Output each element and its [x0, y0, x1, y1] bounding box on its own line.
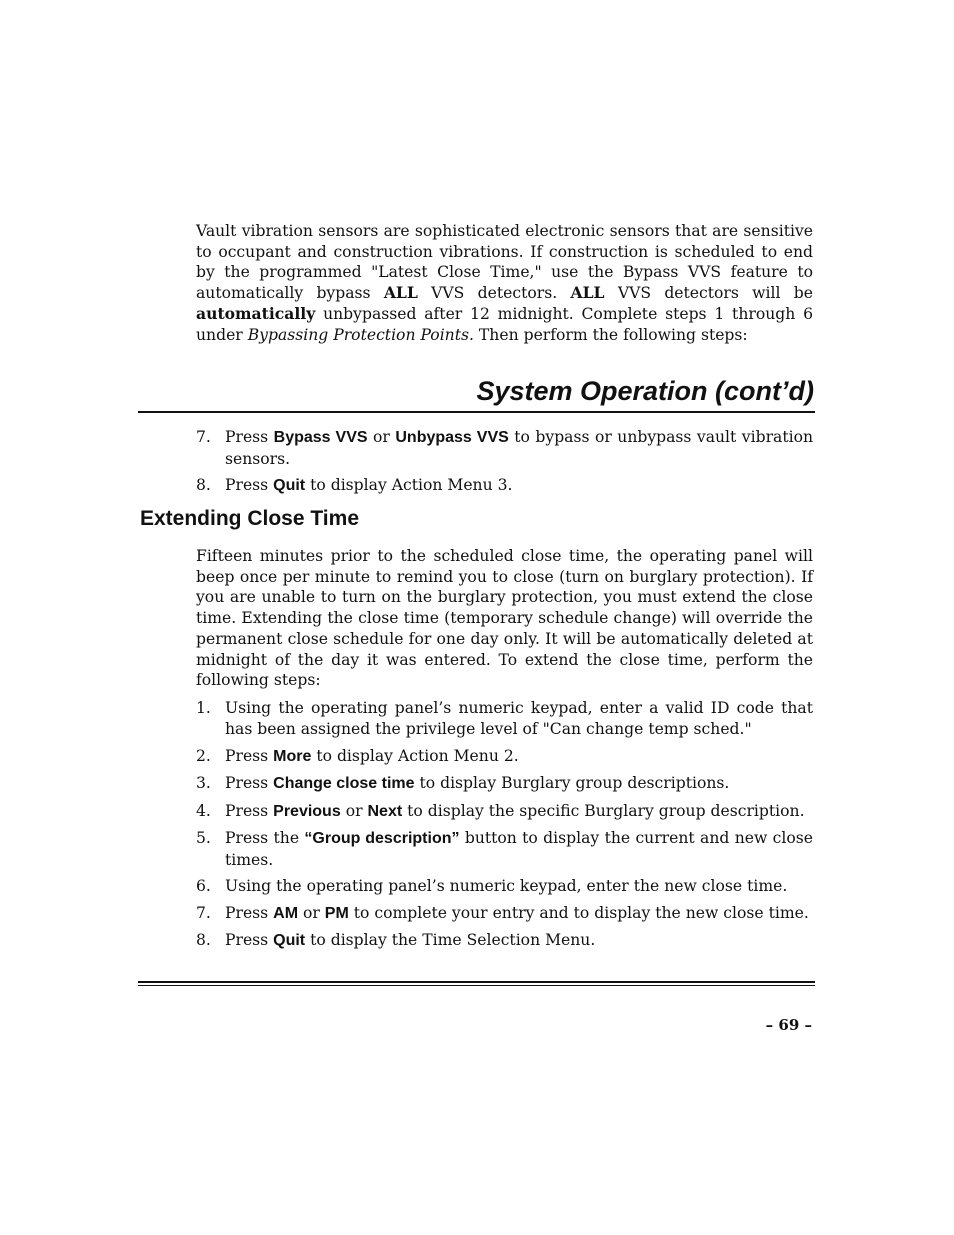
extend-paragraph: Fifteen minutes prior to the scheduled close time, the operating panel will beep once per minute to remind you to close (turn on burglary protection). If you are unable to turn on the burglary protection, you must extend the close time. Extending the close time (temporary schedule change) will override the permanent close schedule for one day only. It will be automatically deleted at midnight of the day it was entered. To extend the close time, perform the following steps: [196, 547, 813, 690]
step-text: to display the Time Selection Menu. [305, 931, 596, 949]
step-text: Press [225, 747, 274, 765]
step-text: Press [225, 774, 274, 792]
step-item [196, 698, 813, 739]
step-number: 8. [196, 476, 211, 494]
step-text: Press [225, 802, 274, 820]
step-text: Press [225, 476, 274, 494]
step-text: to bypass or unbypass vault vibration sensors. [225, 428, 813, 468]
step-text: Press [225, 931, 274, 949]
step-number: 4. [196, 802, 211, 820]
footer-rule [138, 985, 815, 986]
step-number: 2. [196, 747, 211, 765]
intro-text: unbypassed after 12 midnight. Complete steps 1 through 6 under [196, 304, 813, 344]
step-item [196, 746, 813, 768]
intro-emphasis: ALL [383, 283, 418, 303]
step-text: to display the specific Burglary group description. [402, 802, 805, 820]
step-text: Using the operating panel’s numeric keypad, enter a valid ID code that has been assigned the privilege level of "Can change temp sched." [225, 699, 813, 738]
section-title: System Operation (cont’d) [476, 376, 814, 406]
step-text: Press [225, 904, 274, 922]
step-keyword: Previous [273, 803, 341, 820]
step-number: 6. [196, 877, 211, 895]
step-number: 7. [196, 428, 211, 446]
intro-text: VVS detectors will be [604, 284, 813, 303]
step-keyword: Bypass VVS [273, 429, 368, 446]
step-number: 1. [196, 699, 211, 717]
intro-emphasis: automatically [196, 303, 316, 323]
intro-text: Then perform the following steps: [473, 325, 748, 344]
step-item [196, 801, 813, 823]
step-number: 8. [196, 931, 211, 949]
step-text: or [340, 802, 368, 820]
intro-paragraph [196, 221, 813, 345]
step-text: Press the [225, 829, 305, 847]
step-item [196, 930, 813, 952]
page-number: – 69 – [765, 1016, 812, 1034]
step-item [196, 475, 813, 497]
step-keyword: AM [273, 905, 299, 922]
intro-emphasis: ALL [570, 283, 605, 303]
step-text: to complete your entry and to display the new close time. [348, 904, 809, 922]
step-keyword: More [273, 748, 312, 765]
step-text: or [298, 904, 325, 922]
step-text: button to display the current and new close times. [225, 829, 813, 869]
step-keyword: “Group description” [304, 830, 460, 847]
step-keyword: PM [324, 905, 349, 922]
intro-text: Vault vibration sensors are sophisticated electronic sensors that are sensitive to occupant and construction vibrations. If construction is scheduled to end by the programmed "Latest Close Time," use the Bypass VVS feature to automatically bypass [196, 222, 813, 303]
step-item [196, 427, 813, 469]
step-text: to display Action Menu 2. [311, 747, 519, 765]
step-keyword: Next [367, 803, 403, 820]
step-keyword: Quit [273, 477, 306, 494]
step-number: 3. [196, 774, 211, 792]
step-number: 7. [196, 904, 211, 922]
step-text: Using the operating panel’s numeric keypad, enter the new close time. [225, 877, 788, 895]
step-item [196, 903, 813, 925]
step-text: Press [225, 428, 274, 446]
step-item [196, 876, 813, 897]
intro-text: VVS detectors. [417, 284, 571, 303]
heading-rule [138, 411, 815, 413]
step-number: 5. [196, 829, 211, 847]
step-text: or [367, 428, 396, 446]
subsection-title: Extending Close Time [140, 507, 359, 530]
footer-rule [138, 981, 815, 983]
step-keyword: Change close time [273, 775, 415, 792]
step-item [196, 828, 813, 870]
step-keyword: Unbypass VVS [395, 429, 509, 446]
step-keyword: Quit [273, 932, 306, 949]
step-item [196, 773, 813, 795]
step-text: to display Burglary group descriptions. [414, 774, 730, 792]
intro-italic-reference: Bypassing Protection Points. [247, 325, 474, 344]
step-text: to display Action Menu 3. [305, 476, 513, 494]
